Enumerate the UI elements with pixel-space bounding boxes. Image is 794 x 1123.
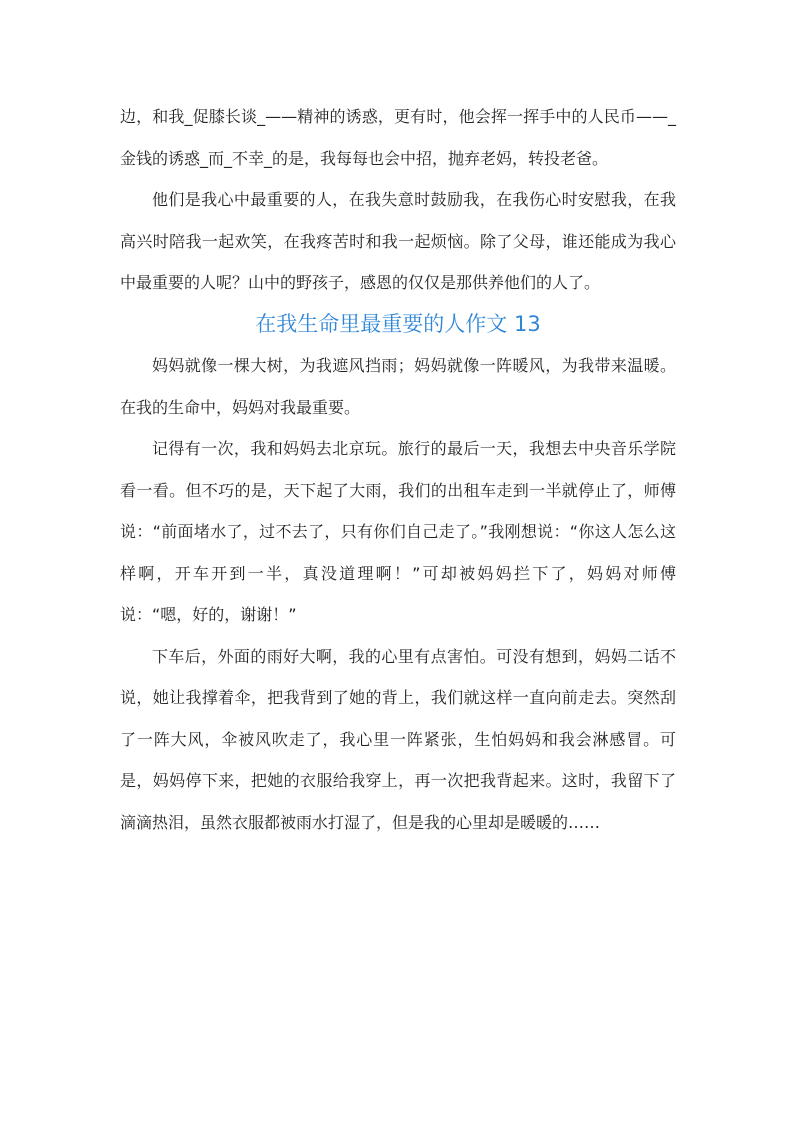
document-page (120, 96, 676, 843)
section-heading: 在我生命里最重要的人作文 13 (255, 311, 541, 336)
paragraph: 下车后，外面的雨好大啊，我的心里有点害怕。可没有想到，妈妈二话不说，她让我撑着伞，把我背到了她的背上，我们就这样一直向前走去。突然刮了一阵大风，伞被风吹走了，我心里一阵紧张，生怕妈妈和我会淋感冒。可是，妈妈停下来，把她的衣服给我穿上，再一次把我背起来。这时，我留下了滴滴热泪，虽然衣服都被雨水打湿了，但是我的心里却是暖暖的…… (120, 646, 676, 832)
paragraph-continuation: 边，和我_促膝长谈_——精神的诱惑，更有时，他会挥一挥手中的人民币——_金钱的诱惑_而_不幸_的是，我每每也会中招，抛弃老妈，转投老爸。 (120, 107, 676, 168)
paragraph: 妈妈就像一棵大树，为我遮风挡雨；妈妈就像一阵暖风，为我带来温暖。在我的生命中，妈妈对我最重要。 (120, 356, 676, 417)
paragraph: 记得有一次，我和妈妈去北京玩。旅行的最后一天，我想去中央音乐学院看一看。但不巧的是，天下起了大雨，我们的出租车走到一半就停止了，师傅说：“前面堵水了，过不去了，只有你们自己走了。”我刚想说：“你这人怎么这样啊，开车开到一半，真没道理啊！”可却被妈妈拦下了，妈妈对师傅说：“嗯，好的，谢谢！” (120, 439, 676, 624)
paragraph: 他们是我心中最重要的人，在我失意时鼓励我，在我伤心时安慰我，在我高兴时陪我一起欢笑，在我疼苦时和我一起烦恼。除了父母，谁还能成为我心中最重要的人呢？山中的野孩子，感恩的仅仅是那供养他们的人了。 (120, 190, 676, 292)
